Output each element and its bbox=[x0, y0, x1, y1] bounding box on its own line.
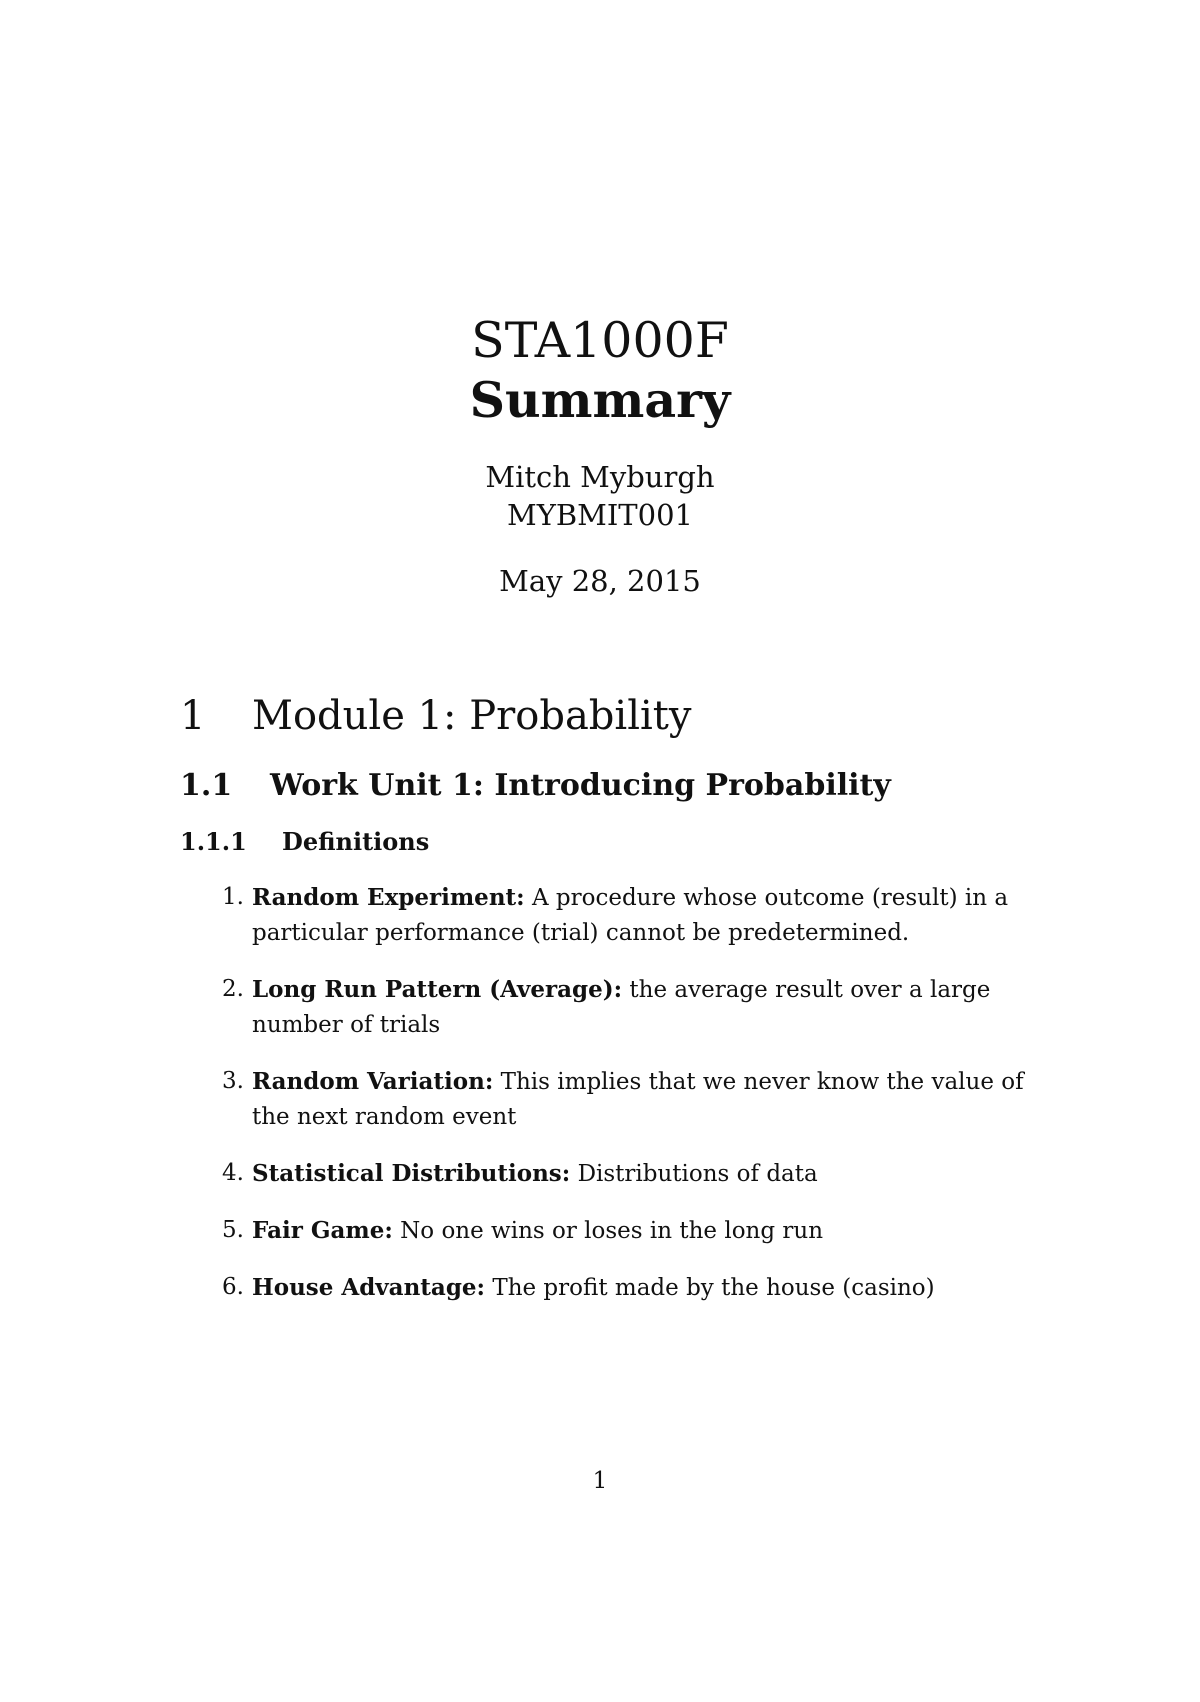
definition-term: Random Variation: bbox=[252, 1068, 494, 1095]
author-name: Mitch Myburgh bbox=[485, 460, 715, 494]
item-number: 3. bbox=[222, 1068, 244, 1094]
subsection-number: 1.1 bbox=[180, 768, 233, 803]
page-number: 1 bbox=[592, 1468, 608, 1494]
course-code: STA1000F bbox=[471, 312, 729, 369]
definitions-list bbox=[212, 880, 1032, 1327]
definition-text: the average result over a large number of trials bbox=[252, 977, 991, 1038]
item-number: 2. bbox=[222, 976, 244, 1002]
definition-text: A procedure whose outcome (result) in a particular performance (trial) cannot be predetermined. bbox=[252, 885, 1009, 946]
definition-term: Long Run Pattern (Average): bbox=[252, 976, 623, 1003]
list-item bbox=[212, 880, 1032, 951]
definition-term: Random Experiment: bbox=[252, 884, 525, 911]
document-title: Summary bbox=[469, 371, 731, 429]
list-item bbox=[212, 1064, 1032, 1135]
list-item bbox=[212, 1156, 1032, 1192]
definition-text: This implies that we never know the value of the next random event bbox=[252, 1069, 1024, 1130]
subsection-heading bbox=[180, 766, 891, 806]
item-number: 5. bbox=[222, 1217, 244, 1243]
subsubsection-title: Definitions bbox=[282, 827, 430, 856]
item-number: 4. bbox=[222, 1160, 244, 1186]
list-item bbox=[212, 1213, 1032, 1249]
title-block bbox=[0, 312, 1200, 600]
definition-term: Fair Game: bbox=[252, 1217, 393, 1244]
definition-text: Distributions of data bbox=[577, 1161, 818, 1187]
item-number: 6. bbox=[222, 1274, 244, 1300]
list-item bbox=[212, 1270, 1032, 1306]
section-heading bbox=[180, 691, 691, 741]
definition-text: The profit made by the house (casino) bbox=[492, 1275, 935, 1301]
student-number: MYBMIT001 bbox=[507, 498, 693, 532]
document-date: May 28, 2015 bbox=[499, 564, 701, 598]
definition-term: House Advantage: bbox=[252, 1274, 486, 1301]
subsection-title: Work Unit 1: Introducing Probability bbox=[270, 768, 891, 803]
list-item bbox=[212, 972, 1032, 1043]
author-block bbox=[0, 458, 1200, 534]
subsubsection-heading bbox=[180, 826, 429, 858]
item-number: 1. bbox=[222, 884, 244, 910]
section-number: 1 bbox=[180, 693, 206, 739]
definition-text: No one wins or loses in the long run bbox=[400, 1218, 824, 1244]
subsubsection-number: 1.1.1 bbox=[180, 827, 247, 856]
section-title: Module 1: Probability bbox=[252, 693, 692, 739]
definition-term: Statistical Distributions: bbox=[252, 1160, 571, 1187]
